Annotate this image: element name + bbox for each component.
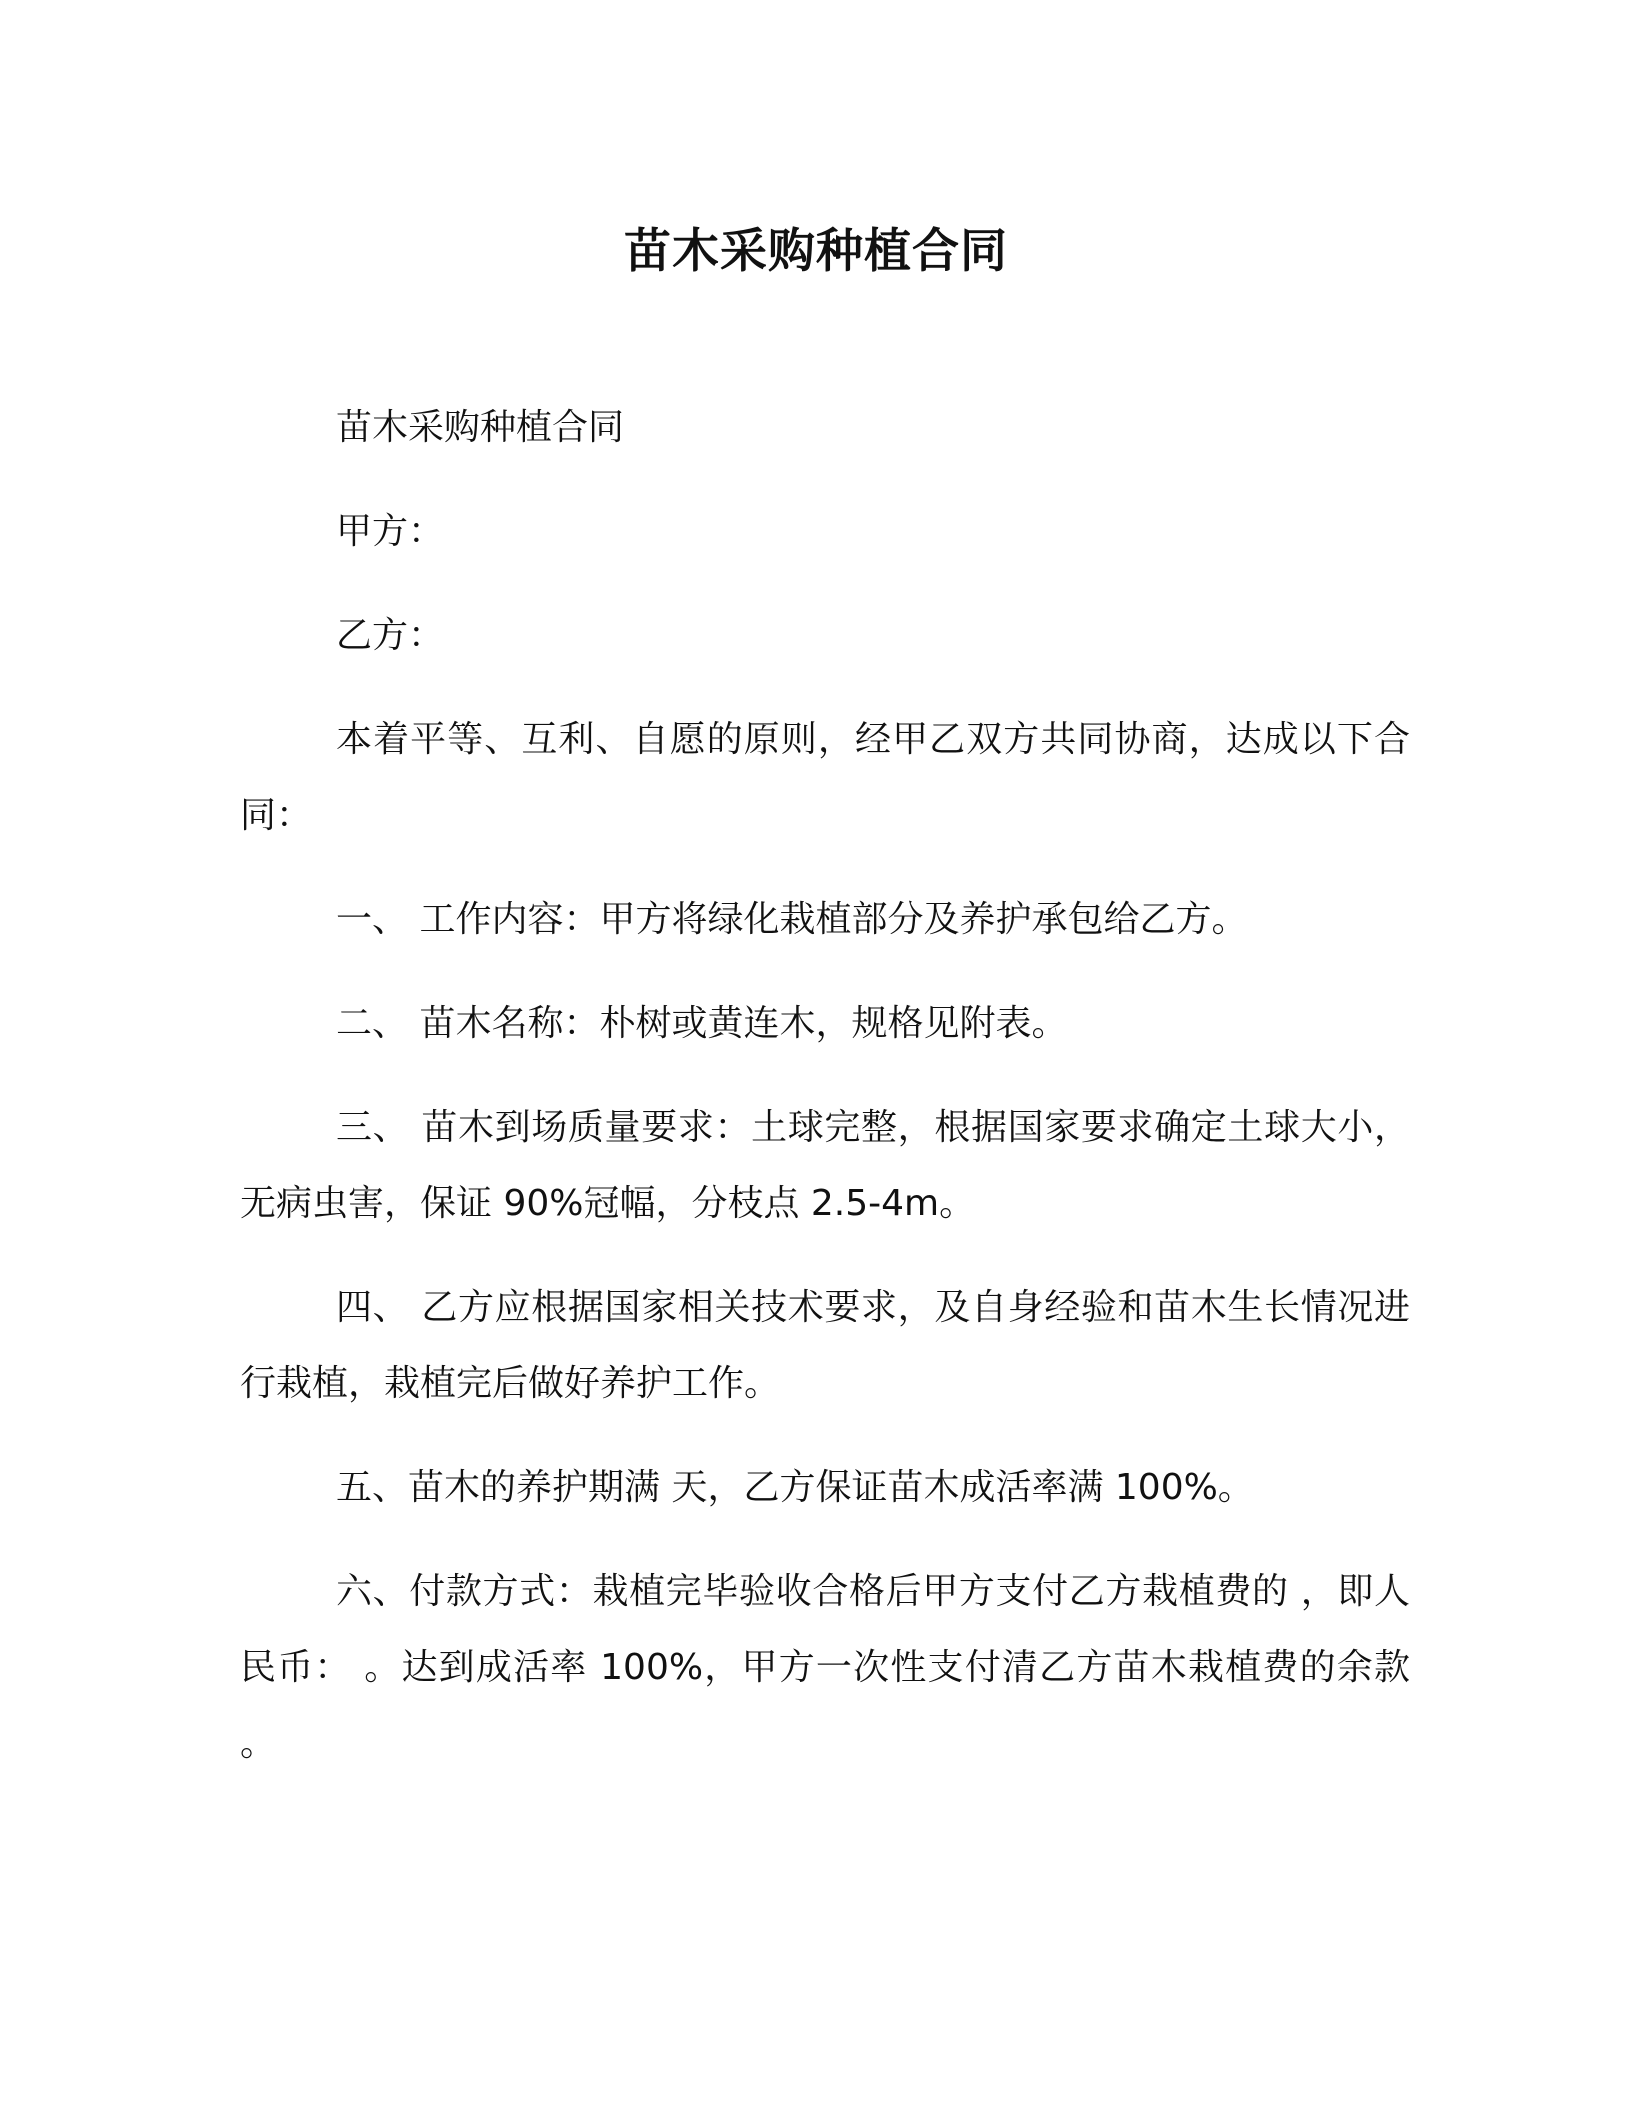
paragraph-clause-4: 四、 乙方应根据国家相关技术要求，及自身经验和苗木生长情况进行栽植，栽植完后做好养护工作。 [240,1287,1410,1404]
paragraph-clause-6: 六、付款方式：栽植完毕验收合格后甲方支付乙方栽植费的 ，即人民币： 。达到成活率 100%，甲方一次性支付清乙方苗木栽植费的余款 。 [240,1571,1422,1764]
paragraph-clause-2: 二、 苗木名称：朴树或黄连木，规格见附表。 [336,1003,1068,1044]
paragraph-clause-5: 五、苗木的养护期满 天，乙方保证苗木成活率满 100%。 [336,1467,1254,1508]
paragraph-clause-3: 三、 苗木到场质量要求：土球完整，根据国家要求确定土球大小，无病虫害，保证 90%冠幅，分枝点 2.5-4m。 [240,1107,1410,1224]
paragraph-preamble: 本着平等、互利、自愿的原则，经甲乙双方共同协商，达成以下合同： [240,719,1410,836]
paragraph-party-b: 乙方： [336,615,445,656]
document-title: 苗木采购种植合同 [624,224,1008,279]
document-body [240,390,1422,1810]
paragraph-clause-1: 一、 工作内容：甲方将绿化栽植部分及养护承包给乙方。 [336,899,1248,940]
paragraph-party-a: 甲方： [336,511,445,552]
paragraph-heading: 苗木采购种植合同 [336,407,625,448]
